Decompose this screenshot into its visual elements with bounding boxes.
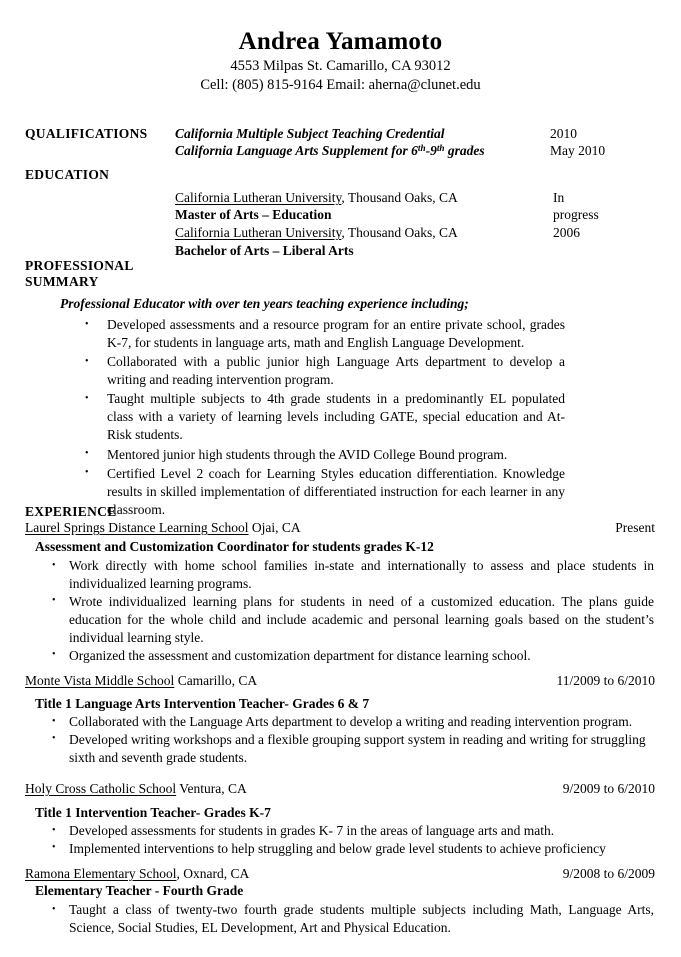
list-item: • Wrote individualized learning plans for students in need of a customized education. The plans guide education for the whole child and include academic and personal learning goals based on the student’s individual learning style. xyxy=(52,593,654,647)
summary-bullet-list xyxy=(85,316,565,520)
experience-school-location: Camarillo, CA xyxy=(174,673,258,688)
experience-date: 9/2008 to 6/2009 xyxy=(562,866,655,881)
experience-school-location: Ventura, CA xyxy=(176,781,247,796)
experience-bullet-list xyxy=(52,822,654,858)
experience-school-name: Monte Vista Middle School xyxy=(25,673,175,688)
list-item: • Developed assessments and a resource program for an entire private school, grades K-7, for students in language arts, math and English Language Development. xyxy=(85,316,565,352)
education-school-name: California Lutheran University xyxy=(175,190,342,205)
candidate-name: Andrea Yamamoto xyxy=(238,28,443,55)
experience-school-name: Laurel Springs Distance Learning School xyxy=(25,520,249,535)
list-item: • Developed writing workshops and a flexible grouping support system in reading and writing for struggling sixth and seventh grade students. xyxy=(52,731,654,767)
experience-job-title: Title 1 Language Arts Intervention Teacher- Grades 6 & 7 xyxy=(35,696,370,711)
qualification-text-mid: -9 xyxy=(425,143,437,158)
section-heading-education: EDUCATION xyxy=(25,167,110,182)
experience-bullet-list xyxy=(52,901,654,937)
list-item: • Taught multiple subjects to 4th grade students in a predominantly EL populated class with a variety of learning levels including GATE, special education and At-Risk students. xyxy=(85,390,565,444)
education-date: In progress xyxy=(553,190,599,222)
experience-bullet-list xyxy=(52,557,654,665)
list-item: • Collaborated with the Language Arts department to develop a writing and reading intervention program. xyxy=(52,713,654,731)
qualification-text: California Language Arts Supplement for 6 xyxy=(175,143,418,158)
experience-school-line xyxy=(25,866,249,883)
education-degree: Bachelor of Arts – Liberal Arts xyxy=(175,243,354,258)
experience-school-location: Ojai, CA xyxy=(248,520,301,535)
experience-school-line xyxy=(25,781,247,798)
education-date: 2006 xyxy=(553,225,580,240)
summary-intro: Professional Educator with over ten years teaching experience including; xyxy=(60,296,469,311)
experience-bullet-list xyxy=(52,713,654,767)
section-heading-experience: EXPERIENCE xyxy=(25,504,117,519)
list-item: • Mentored junior high students through the AVID College Bound program. xyxy=(85,446,565,464)
list-item: • Certified Level 2 coach for Learning Styles education differentiation. Knowledge results in skilled implementation of differentiated instruction for each learner in any classroom. xyxy=(85,465,565,519)
experience-job-title: Assessment and Customization Coordinator for students grades K-12 xyxy=(35,539,434,554)
experience-school-name: Holy Cross Catholic School xyxy=(25,781,177,796)
experience-date: 9/2009 to 6/2010 xyxy=(562,781,655,796)
experience-date: 11/2009 to 6/2010 xyxy=(556,673,655,688)
list-item: • Work directly with home school families in-state and internationally to assess and place students in individualized learning programs. xyxy=(52,557,654,593)
list-item: • Developed assessments for students in grades K- 7 in the areas of language arts and math. xyxy=(52,822,654,840)
experience-school-line xyxy=(25,520,301,537)
qualification-date: 2010 xyxy=(550,126,577,141)
qualification-row xyxy=(175,143,659,160)
qualification-superscript: th xyxy=(436,143,445,154)
experience-job-title: Elementary Teacher - Fourth Grade xyxy=(35,883,244,898)
qualification-date: May 2010 xyxy=(550,143,606,158)
candidate-address: 4553 Milpas St. Camarillo, CA 93012 xyxy=(230,57,451,74)
list-item: • Taught a class of twenty-two fourth grade students multiple subjects including Math, Language Arts, Science, Social Studies, EL Development, Art and Physical Education. xyxy=(52,901,654,937)
experience-date: Present xyxy=(615,520,655,535)
section-heading-professional-summary: PROFESSIONAL xyxy=(25,258,134,273)
qualification-text-tail: grades xyxy=(444,143,485,158)
education-school-line xyxy=(175,225,580,242)
education-school-location: , Thousand Oaks, CA xyxy=(341,225,458,240)
resume-header xyxy=(0,0,681,96)
education-school-location: , Thousand Oaks, CA xyxy=(341,190,458,205)
qualification-superscript: th xyxy=(417,143,426,154)
experience-school-line xyxy=(25,673,257,690)
experience-job-title: Title 1 Intervention Teacher- Grades K-7 xyxy=(35,805,271,820)
experience-school-name: Ramona Elementary School xyxy=(25,866,177,881)
list-item: • Implemented interventions to help struggling and below grade level students to achieve proficiency xyxy=(52,840,654,858)
education-degree: Master of Arts – Education xyxy=(175,207,332,222)
qualification-text: California Multiple Subject Teaching Credential xyxy=(175,126,445,141)
list-item: • Organized the assessment and customization department for distance learning school. xyxy=(52,647,654,665)
section-heading-qualifications: QUALIFICATIONS xyxy=(25,126,148,141)
experience-school-location: , Oxnard, CA xyxy=(176,866,250,881)
education-school-name: California Lutheran University xyxy=(175,225,342,240)
list-item: • Collaborated with a public junior high Language Arts department to develop a writing and reading intervention program. xyxy=(85,353,565,389)
section-heading-professional-summary-line2: SUMMARY xyxy=(25,274,99,289)
candidate-contact: Cell: (805) 815-9164 Email: aherna@clunet.edu xyxy=(200,77,481,94)
qualification-row xyxy=(175,126,659,143)
